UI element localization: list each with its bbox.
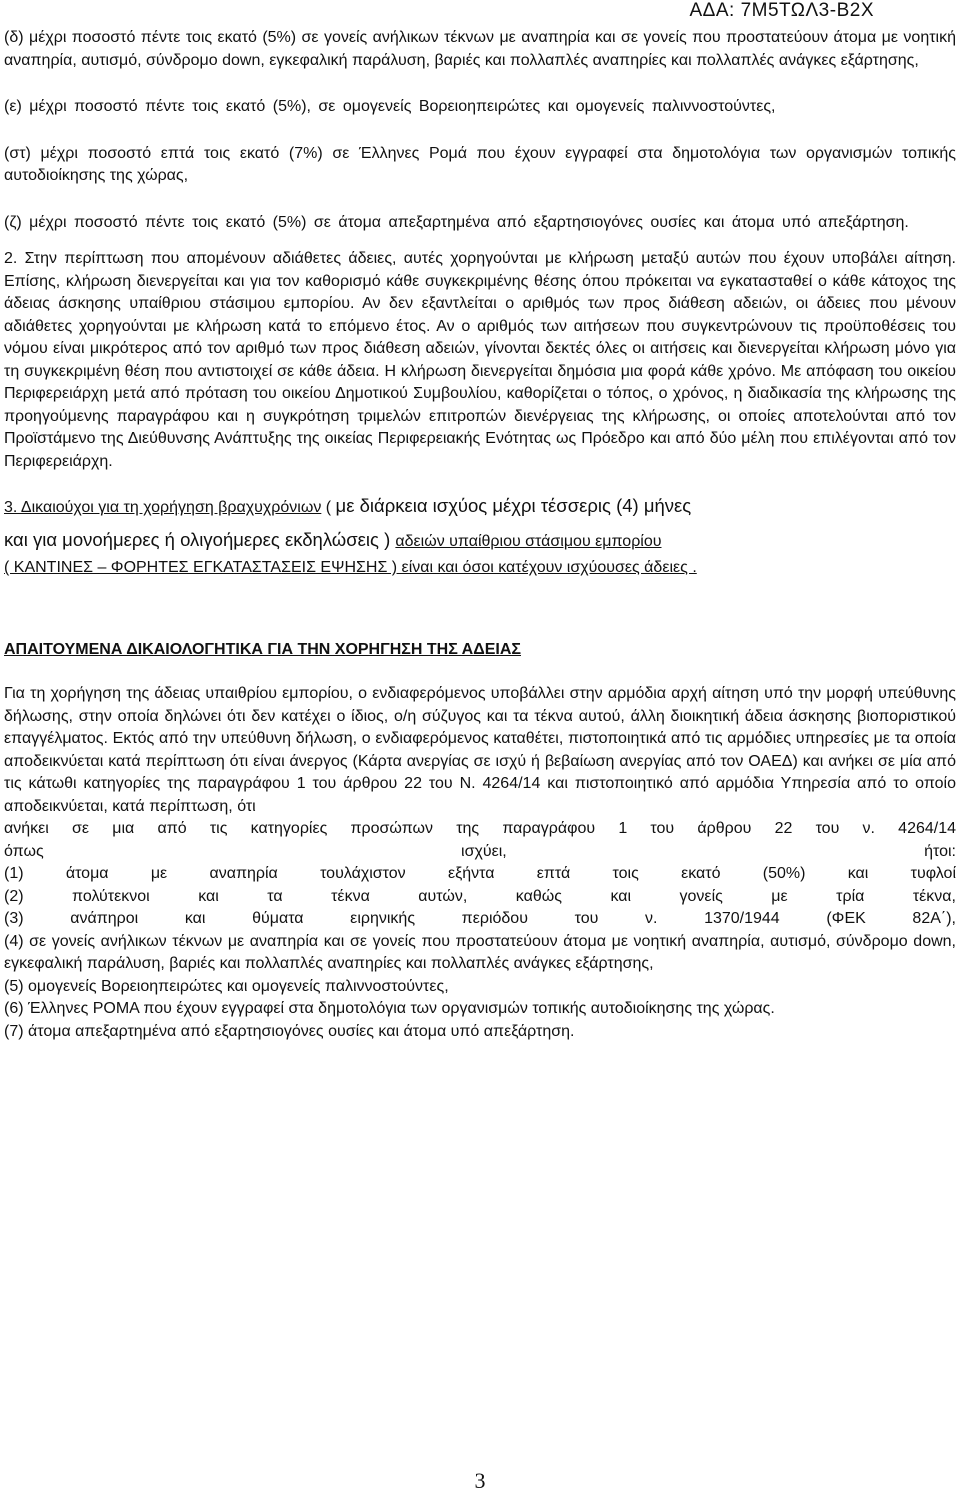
- section-3-licenses: αδειών υπαίθριου στάσιμου εμπορίου: [395, 533, 662, 550]
- section-3-line-2: [4, 527, 956, 555]
- isxyei-a: όπως: [4, 842, 44, 860]
- page-number: 3: [474, 1468, 486, 1493]
- requirements-intro-last: ανήκει σε μια από τις κατηγορίες προσώπων της παραγράφου 1 του άρθρου 22 του ν. 4264/14: [4, 820, 956, 837]
- section-3-heading: [4, 493, 956, 521]
- section-3-line-3: [4, 557, 956, 579]
- category-2: (2) πολύτεκνοι και τα τέκνα αυτών, καθώς και γονείς με τρία τέκνα,: [4, 887, 956, 905]
- item-e: (ε) μέχρι ποσοστό πέντε τοις εκατό (5%), σε ομογενείς Βορειοηπειρώτες και ομογενείς παλιννοστούντες,: [4, 98, 776, 115]
- ada-code: ΑΔΑ: 7Μ5ΤΩΛ3-Β2Χ: [689, 0, 874, 21]
- item-st: (στ) μέχρι ποσοστό επτά τοις εκατό (7%) σε Έλληνες Ρομά που έχουν εγγραφεί στα δημοτολόγια των οργανισμών τοπικής αυτοδιοίκησης της χώρας,: [4, 144, 956, 184]
- requirements-intro: Για τη χορήγηση της άδειας υπαιθρίου εμπορίου, ο ενδιαφερόμενος υποβάλλει στην αρμόδια αρχή αίτηση υπό την μορφή υπεύθυνης δήλωσης, στην οποία δηλώνει ότι δεν κατέχει ο ίδιος, ο/η σύζυγος και τα τέκνα αυτού, άλλη διοικητική άδεια άσκησης βιοποριστικού επαγγέλματος. Εκτός από την υπεύθυνη δήλωση, ο ενδιαφερόμενος καταθέτει, πιστοποιητικά από τις αρμόδιες υπηρεσίες με τα οποία αποδεικνύεται κατά περίπτωση ότι είναι άνεργος (Κάρτα ανεργίας σε ισχύ ή βεβαίωση ανεργίας από τον ΟΑΕΔ) και ανήκει σε μία από τις κάτωθι κατηγορίες της παραγράφου 1 του άρθρου 22 του Ν. 4264/14 και πιστοποιητικό από αρμόδια Υπηρεσία από το οποίο αποδεικνύεται, κατά περίπτωση, ότι: [4, 685, 956, 815]
- document-page: [4, 27, 956, 1043]
- section-2-paragraph: 2. Στην περίπτωση που απομένουν αδιάθετες άδειες, αυτές χορηγούνται με κλήρωση μεταξύ αυτών που έχουν υποβάλει αίτηση. Επίσης, κλήρωση διενεργείται και για τον καθορισμό κάθε συγκεκριμένης θέσης όπου πρόκειται να εγκατασταθεί ο κάθε κάτοχος της άδειας άσκησης υπαίθριου στάσιμου εμπορίου. Αν δεν εξαντλείται ο αριθμός των προς διάθεση αδειών, οι άδειες που μένουν αδιάθετες χορηγούνται με κλήρωση κατά το επόμενο έτος. Αν ο αριθμός των αιτήσεων που συγκεντρώνουν τις προϋποθέσεις του νόμου είναι μικρότερος από τον αριθμό των προς διάθεση αδειών, γίνονται δεκτές όλες οι αιτήσεις και διενεργείται κλήρωση μόνο για τη συγκεκριμένη θέση που αντιστοιχεί σε κάθε άδεια. Η κλήρωση διενεργείται δημόσια μια φορά κάθε χρόνο. Με απόφαση του οικείου Περιφερειάρχη μετά από πρόταση του οικείου Δημοτικού Συμβουλίου, καθορίζεται ο τόπος, ο χρόνος, η διαδικασία της κλήρωσης της προηγούμενης παραγράφου και η συγκρότηση τριμελών επιτροπών διενέργειας της κλήρωσης, οι οποίες αποτελούνται από τον Προϊστάμενο της Διεύθυνσης Ανάπτυξης της οικείας Περιφερειακής Ενότητας ως Πρόεδρο και από δύο μέλη που επιλέγονται από τον Περιφερειάρχη.: [4, 250, 956, 470]
- section-3-paren: (: [321, 499, 336, 516]
- category-3: (3) ανάπηροι και θύματα ειρηνικής περιόδου του ν. 1370/1944 (ΦΕΚ 82Α΄),: [4, 910, 956, 927]
- isxyei-b: ισχύει,: [461, 842, 507, 860]
- requirements-isxyei-line: [4, 841, 956, 864]
- section-3-beneficiaries: 3. Δικαιούχοι για τη χορήγηση βραχυχρόνιων: [4, 499, 322, 516]
- item-d: (δ) μέχρι ποσοστό πέντε τοις εκατό (5%) σε γονείς ανήλικων τέκνων με αναπηρία και σε γονείς που προστατεύουν άτομα με νοητική αναπηρία, αυτισμό, σύνδρομο down, εγκεφαλική παράλυση, βαριές και πολλαπλές αναπηρίες και πολλαπλές ανάγκες εξάρτησης,: [4, 29, 956, 69]
- category-6: (6) Έλληνες ΡΟΜΑ που έχουν εγγραφεί στα δημοτολόγια των οργανισμών τοπικής αυτοδιοίκησης της χώρας.: [4, 1000, 775, 1017]
- requirements-title: ΑΠΑΙΤΟΥΜΕΝΑ ΔΙΚΑΙΟΛΟΓΗΤΙΚΑ ΓΙΑ ΤΗΝ ΧΟΡΗΓΗΣΗ ΤΗΣ ΑΔΕΙΑΣ: [4, 641, 521, 658]
- requirements-body: [4, 683, 956, 1043]
- section-3-duration: με διάρκεια ισχύος μέχρι τέσσερις (4) μήνες: [335, 495, 692, 516]
- section-3-canteens: ( ΚΑΝΤΙΝΕΣ – ΦΟΡΗΤΕΣ ΕΓΚΑΤΑΣΤΑΣΕΙΣ ΕΨΗΣΗΣ ) είναι και όσοι κατέχουν ισχύουσες άδειες .: [4, 559, 697, 576]
- category-5: (5) ομογενείς Βορειοηπειρώτες και ομογενείς παλιννοστούντες,: [4, 977, 449, 995]
- category-1: (1) άτομα με αναπηρία τουλάχιστον εξήντα επτά τοις εκατό (50%) και τυφλοί: [4, 865, 956, 882]
- section-3-events: και για μονοήμερες ή ολιγοήμερες εκδηλώσεις ): [4, 529, 396, 550]
- item-z: (ζ) μέχρι ποσοστό πέντε τοις εκατό (5%) σε άτομα απεξαρτημένα από εξαρτησιογόνες ουσίες και άτομα υπό απεξάρτηση.: [4, 213, 909, 231]
- isxyei-c: ήτοι:: [924, 842, 956, 860]
- category-4: (4) σε γονείς ανήλικων τέκνων με αναπηρία και σε γονείς που προστατεύουν άτομα με νοητική αναπηρία, αυτισμό, σύνδρομο down, εγκεφαλική παράλυση, βαριές και πολλαπλές αναπηρίες και πολλαπλές ανάγκες εξάρτησης,: [4, 932, 956, 972]
- category-7: (7) άτομα απεξαρτημένα από εξαρτησιογόνες ουσίες και άτομα υπό απεξάρτηση.: [4, 1022, 575, 1040]
